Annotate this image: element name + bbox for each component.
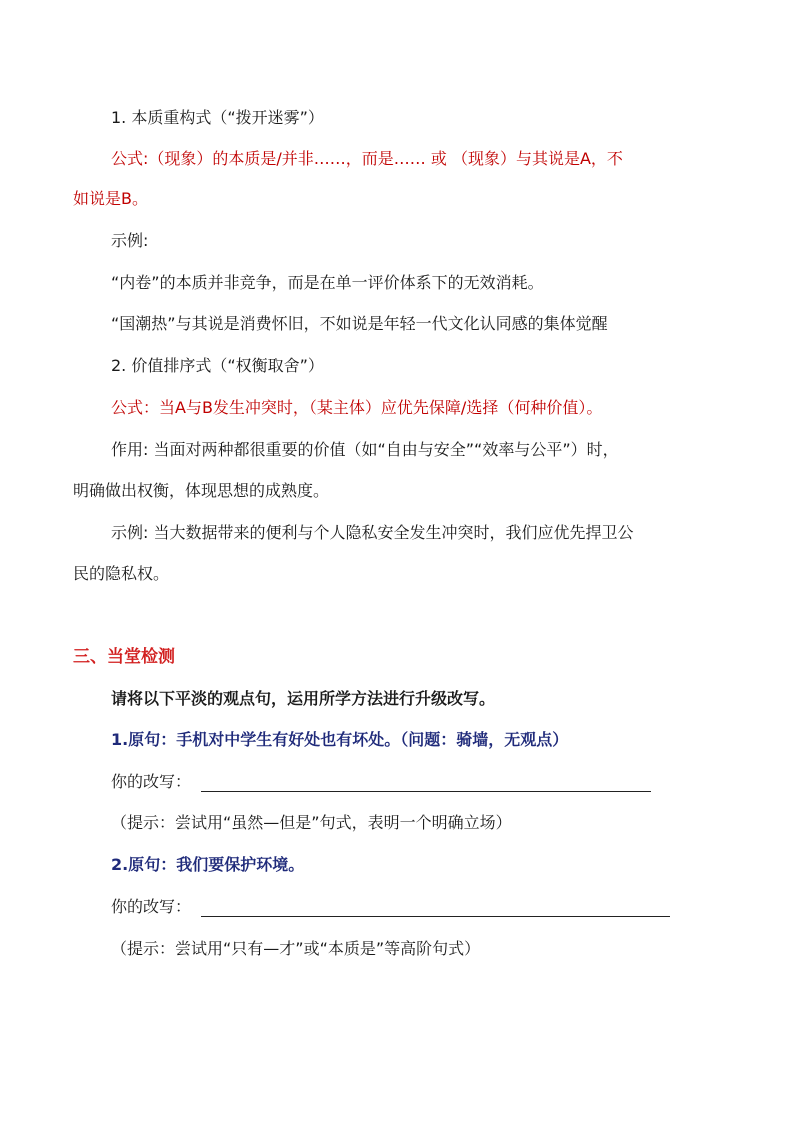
method1-formula-line1: 公式:（现象）的本质是/并非……，而是…… 或 （现象）与其说是A，不 bbox=[111, 149, 623, 168]
question-1: 1.原句：手机对中学生有好处也有坏处。（问题：骑墙，无观点） bbox=[111, 730, 569, 749]
question-2-answer-label: 你的改写： bbox=[111, 897, 192, 916]
method1-formula-line2: 如说是B。 bbox=[73, 189, 148, 208]
question-2-hint: （提示：尝试用“只有—才”或“本质是”等高阶句式） bbox=[111, 939, 481, 958]
question-1-hint: （提示：尝试用“虽然—但是”句式，表明一个明确立场） bbox=[111, 813, 512, 832]
method2-title: 2. 价值排序式（“权衡取舍”） bbox=[111, 356, 324, 375]
method1-example1: “内卷”的本质并非竞争，而是在单一评价体系下的无效消耗。 bbox=[111, 273, 544, 292]
question-2-answer-line[interactable] bbox=[201, 916, 670, 917]
method2-example-line1: 示例: 当大数据带来的便利与个人隐私安全发生冲突时，我们应优先捍卫公 bbox=[111, 523, 634, 542]
question-1-answer-label: 你的改写： bbox=[111, 772, 192, 791]
question-2: 2.原句：我们要保护环境。 bbox=[111, 855, 305, 874]
method1-example-label: 示例: bbox=[111, 231, 149, 250]
section3-instruction: 请将以下平淡的观点句，运用所学方法进行升级改写。 bbox=[111, 689, 496, 708]
method2-formula: 公式：当A与B发生冲突时，（某主体）应优先保障/选择（何种价值）。 bbox=[111, 398, 603, 417]
method2-example-line2: 民的隐私权。 bbox=[73, 564, 170, 583]
method1-example2: “国潮热”与其说是消费怀旧，不如说是年轻一代文化认同感的集体觉醒 bbox=[111, 314, 608, 333]
question-1-answer-line[interactable] bbox=[201, 791, 651, 792]
method1-title: 1. 本质重构式（“拨开迷雾”） bbox=[111, 108, 324, 127]
section3-heading: 三、当堂检测 bbox=[73, 647, 175, 667]
method2-effect-line1: 作用: 当面对两种都很重要的价值（如“自由与安全”“效率与公平”）时， bbox=[111, 440, 619, 459]
method2-effect-line2: 明确做出权衡，体现思想的成熟度。 bbox=[73, 481, 330, 500]
